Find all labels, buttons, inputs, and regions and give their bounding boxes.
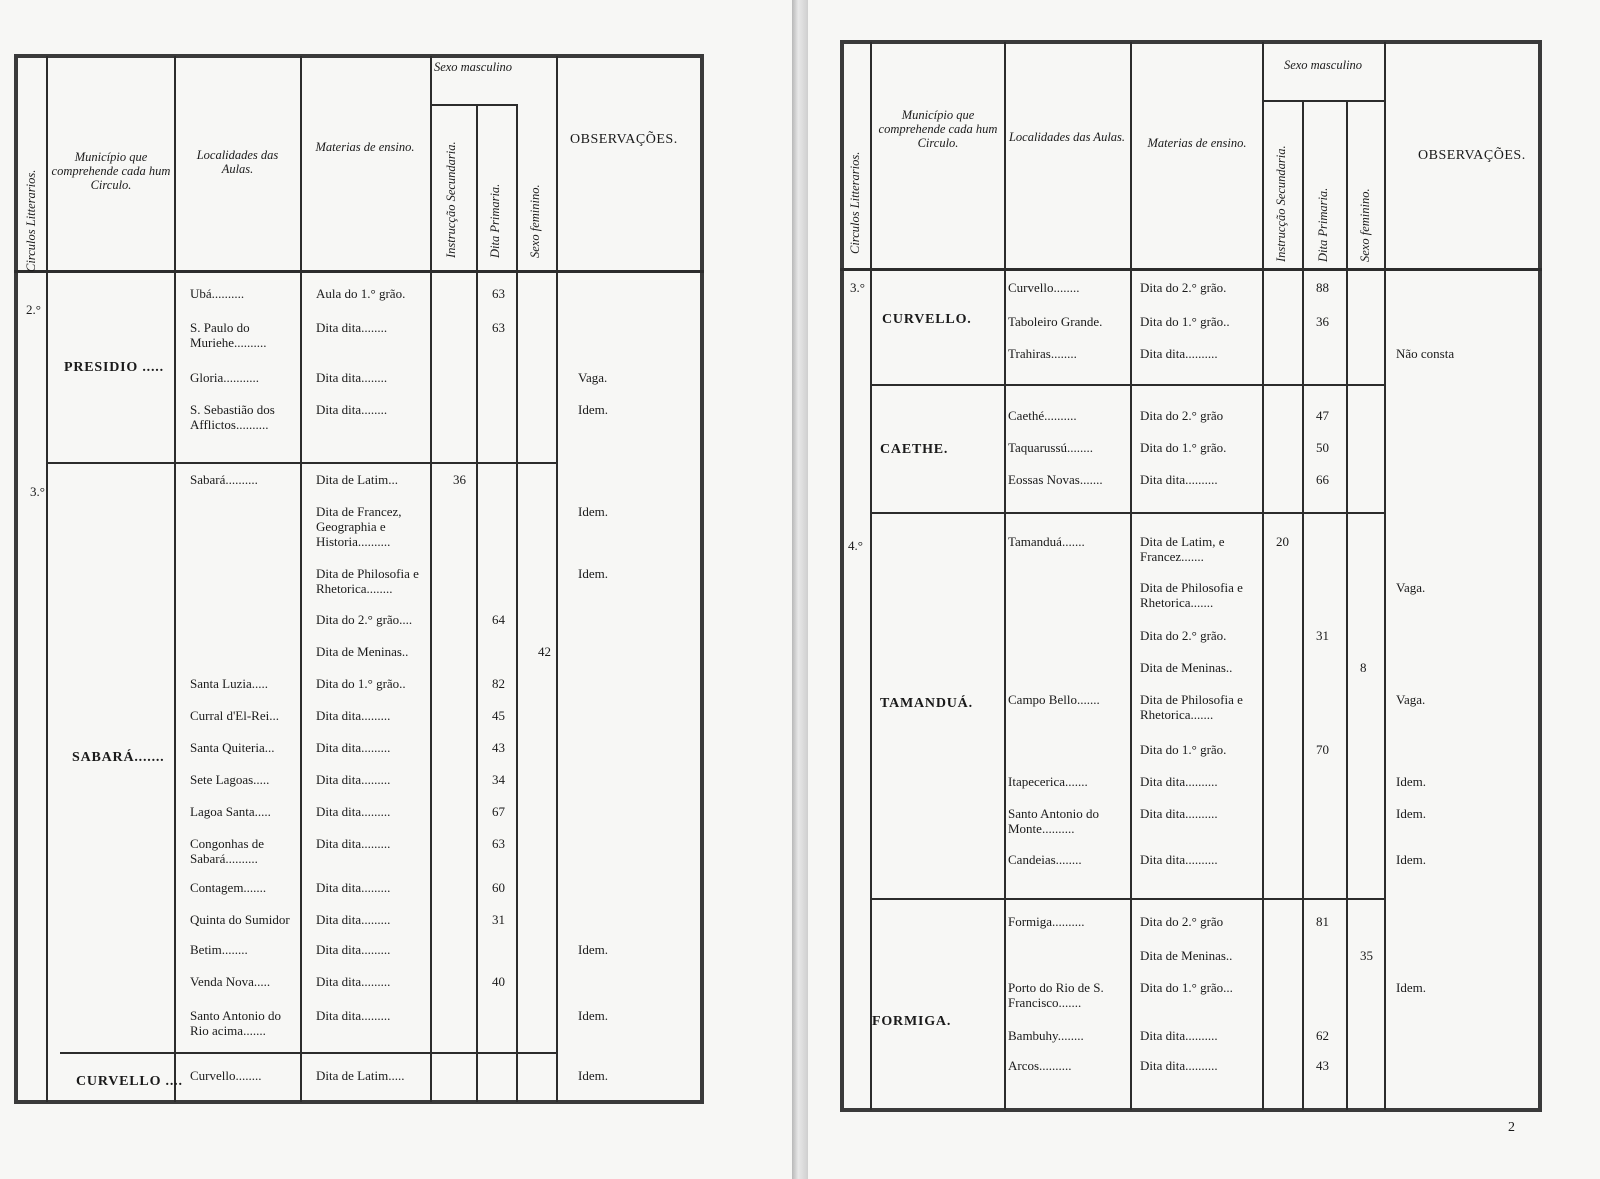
right-row-loc: Tamanduá....... bbox=[1008, 534, 1085, 549]
left-circle-rule bbox=[46, 462, 556, 464]
right-circle-label: 4.° bbox=[848, 538, 863, 553]
right-row-mat: Dita do 1.° grão. bbox=[1140, 742, 1227, 757]
left-circle-label: 2.° bbox=[26, 302, 41, 317]
left-row-mat: Dita dita......... bbox=[316, 708, 391, 723]
left-row-loc: Lagoa Santa..... bbox=[190, 804, 271, 819]
right-row-loc: Curvello........ bbox=[1008, 280, 1080, 295]
left-row-mat: Dita dita......... bbox=[316, 836, 391, 851]
right-header-circulos: Circulos Litterarios. bbox=[848, 151, 862, 254]
left-row-prim: 82 bbox=[492, 676, 505, 691]
right-row-loc: Santo Antonio do Monte.......... bbox=[1008, 806, 1100, 836]
right-row-mat: Dita do 1.° grão... bbox=[1140, 980, 1233, 995]
right-row-loc: Porto do Rio de S. Francisco....... bbox=[1008, 980, 1104, 1010]
left-municipio: CURVELLO .... bbox=[76, 1074, 183, 1089]
right-header-feminino: Sexo feminino. bbox=[1358, 188, 1372, 262]
left-row-mat: Dita dita......... bbox=[316, 942, 391, 957]
right-col-line bbox=[1130, 42, 1132, 1110]
right-row-fem: 35 bbox=[1360, 948, 1373, 963]
right-row-mat: Dita do 1.° grão. bbox=[1140, 440, 1227, 455]
right-col-line bbox=[1004, 42, 1006, 1110]
left-header-instrucao: Instrucção Secundaria. bbox=[444, 141, 458, 258]
right-col-line bbox=[1262, 42, 1264, 1110]
left-row-loc: Ubá.......... bbox=[190, 286, 245, 301]
right-row-mat: Dita de Meninas.. bbox=[1140, 660, 1233, 675]
left-row-loc: Venda Nova..... bbox=[190, 974, 271, 989]
left-row-loc: Santa Quiteria... bbox=[190, 740, 275, 755]
right-row-loc: Caethé.......... bbox=[1008, 408, 1077, 423]
right-row-mat: Dita de Latim, e Francez....... bbox=[1140, 534, 1225, 564]
left-header-circulos: Circulos Litterarios. bbox=[24, 169, 38, 272]
right-row-mat: Dita do 2.° grão. bbox=[1140, 280, 1227, 295]
left-row-mat: Dita de Philosofia e Rhetorica........ bbox=[316, 566, 419, 596]
right-row-sec: 20 bbox=[1276, 534, 1289, 549]
left-row-mat: Dita dita......... bbox=[316, 740, 391, 755]
left-circle-label: 3.° bbox=[30, 484, 45, 499]
right-row-loc: Bambuhy........ bbox=[1008, 1028, 1084, 1043]
left-row-mat: Dita dita........ bbox=[316, 370, 388, 385]
left-row-obs: Idem. bbox=[578, 1008, 608, 1023]
left-row-mat: Dita dita......... bbox=[316, 804, 391, 819]
right-row-loc: Itapecerica....... bbox=[1008, 774, 1088, 789]
right-circle-label: 3.° bbox=[850, 280, 865, 295]
right-row-loc: Campo Bello....... bbox=[1008, 692, 1100, 707]
right-municipio-rule bbox=[870, 512, 1384, 514]
left-row-prim: 45 bbox=[492, 708, 505, 723]
left-row-prim: 34 bbox=[492, 772, 505, 787]
left-row-loc: Quinta do Sumidor bbox=[190, 912, 290, 927]
left-row-mat: Dita dita........ bbox=[316, 320, 388, 335]
left-col-line bbox=[476, 104, 478, 1102]
left-col-line bbox=[46, 56, 48, 1102]
left-row-mat: Dita dita......... bbox=[316, 880, 391, 895]
right-row-obs: Idem. bbox=[1396, 774, 1426, 789]
left-col-line bbox=[556, 56, 558, 1102]
right-row-mat: Dita de Meninas.. bbox=[1140, 948, 1233, 963]
left-row-loc: Contagem....... bbox=[190, 880, 267, 895]
right-header-instrucao: Instrucção Secundaria. bbox=[1274, 145, 1288, 262]
right-col-line bbox=[1384, 42, 1386, 1110]
right-row-mat: Dita do 2.° grão bbox=[1140, 408, 1224, 423]
right-header-primaria: Dita Primaria. bbox=[1316, 187, 1330, 262]
left-row-loc: Curvello........ bbox=[190, 1068, 262, 1083]
left-row-sec: 36 bbox=[453, 472, 466, 487]
right-row-loc: Formiga.......... bbox=[1008, 914, 1085, 929]
left-row-prim: 40 bbox=[492, 974, 505, 989]
left-row-mat: Dita dita......... bbox=[316, 772, 391, 787]
left-row-prim: 64 bbox=[492, 612, 505, 627]
right-municipio: CAETHE. bbox=[880, 442, 949, 457]
right-row-mat: Dita do 2.° grão bbox=[1140, 914, 1224, 929]
right-header-rule bbox=[840, 268, 1542, 271]
left-col-line bbox=[430, 56, 432, 1102]
right-row-mat: Dita do 2.° grão. bbox=[1140, 628, 1227, 643]
right-row-prim: 31 bbox=[1316, 628, 1329, 643]
left-row-prim: 60 bbox=[492, 880, 505, 895]
left-row-mat: Dita dita......... bbox=[316, 1008, 391, 1023]
right-row-mat: Dita de Philosofia e Rhetorica....... bbox=[1140, 692, 1243, 722]
left-row-loc: S. Sebastião dos Afflictos.......... bbox=[190, 402, 275, 432]
right-row-loc: Trahiras........ bbox=[1008, 346, 1077, 361]
left-header-municipio: Município que comprehende cada hum Circulo. bbox=[51, 150, 171, 192]
right-municipio-rule bbox=[870, 898, 1384, 900]
right-municipio: TAMANDUÁ. bbox=[880, 696, 973, 711]
right-row-prim: 43 bbox=[1316, 1058, 1329, 1073]
right-row-mat: Dita dita.......... bbox=[1140, 1058, 1218, 1073]
left-row-loc: Santa Luzia..... bbox=[190, 676, 268, 691]
left-row-prim: 43 bbox=[492, 740, 505, 755]
left-header-materias: Materias de ensino. bbox=[315, 140, 415, 154]
right-row-fem: 8 bbox=[1360, 660, 1367, 675]
left-page bbox=[0, 0, 792, 1179]
right-row-obs: Idem. bbox=[1396, 852, 1426, 867]
left-row-loc: S. Paulo do Muriehe.......... bbox=[190, 320, 267, 350]
right-municipio: FORMIGA. bbox=[872, 1014, 952, 1029]
right-row-obs: Vaga. bbox=[1396, 580, 1426, 595]
right-row-mat: Dita dita.......... bbox=[1140, 1028, 1218, 1043]
left-row-mat: Dita de Francez, Geographia e Historia.......... bbox=[316, 504, 402, 549]
left-row-mat: Dita de Latim..... bbox=[316, 1068, 405, 1083]
left-header-sexo-masculino: Sexo masculino bbox=[433, 60, 513, 74]
right-row-loc: Taquarussú........ bbox=[1008, 440, 1094, 455]
right-row-obs: Idem. bbox=[1396, 980, 1426, 995]
right-header-municipio: Município que comprehende cada hum Circulo. bbox=[878, 108, 998, 150]
right-row-obs: Vaga. bbox=[1396, 692, 1426, 707]
right-row-loc: Eossas Novas....... bbox=[1008, 472, 1103, 487]
right-row-mat: Dita dita.......... bbox=[1140, 852, 1218, 867]
left-row-prim: 63 bbox=[492, 320, 505, 335]
left-row-prim: 63 bbox=[492, 836, 505, 851]
right-row-mat: Dita dita.......... bbox=[1140, 346, 1218, 361]
right-header-localidades: Localidades das Aulas. bbox=[1008, 130, 1126, 144]
left-row-prim: 63 bbox=[492, 286, 505, 301]
right-row-prim: 81 bbox=[1316, 914, 1329, 929]
left-row-loc: Santo Antonio do Rio acima....... bbox=[190, 1008, 282, 1038]
right-row-mat: Dita dita.......... bbox=[1140, 806, 1218, 821]
left-row-loc: Curral d'El-Rei... bbox=[190, 708, 279, 723]
right-header-observacoes: OBSERVAÇÕES. bbox=[1418, 148, 1526, 163]
right-row-loc: Taboleiro Grande. bbox=[1008, 314, 1103, 329]
left-sexo-rule bbox=[430, 104, 516, 106]
left-header-primaria: Dita Primaria. bbox=[488, 183, 502, 258]
left-row-mat: Aula do 1.° grão. bbox=[316, 286, 406, 301]
left-col-line bbox=[516, 104, 518, 1102]
left-row-mat: Dita dita......... bbox=[316, 912, 391, 927]
right-row-mat: Dita do 1.° grão.. bbox=[1140, 314, 1230, 329]
right-row-prim: 62 bbox=[1316, 1028, 1329, 1043]
right-row-prim: 47 bbox=[1316, 408, 1329, 423]
left-row-loc: Betim........ bbox=[190, 942, 248, 957]
right-row-prim: 50 bbox=[1316, 440, 1329, 455]
left-row-mat: Dita de Meninas.. bbox=[316, 644, 409, 659]
left-row-obs: Idem. bbox=[578, 402, 608, 417]
right-row-prim: 66 bbox=[1316, 472, 1329, 487]
left-row-loc: Sete Lagoas..... bbox=[190, 772, 270, 787]
right-header-sexo-masculino: Sexo masculino bbox=[1283, 58, 1363, 72]
right-row-mat: Dita dita.......... bbox=[1140, 472, 1218, 487]
left-municipio: PRESIDIO ..... bbox=[64, 360, 164, 375]
left-row-mat: Dita dita......... bbox=[316, 974, 391, 989]
right-municipio: CURVELLO. bbox=[882, 312, 972, 327]
right-municipio-rule bbox=[870, 384, 1384, 386]
left-header-observacoes: OBSERVAÇÕES. bbox=[570, 132, 678, 147]
right-row-obs: Não consta bbox=[1396, 346, 1455, 361]
book-gutter bbox=[792, 0, 808, 1179]
left-row-prim: 31 bbox=[492, 912, 505, 927]
right-row-obs: Idem. bbox=[1396, 806, 1426, 821]
right-col-line bbox=[870, 42, 872, 1110]
right-header-materias: Materias de ensino. bbox=[1147, 136, 1247, 150]
right-row-loc: Arcos.......... bbox=[1008, 1058, 1072, 1073]
right-row-mat: Dita dita.......... bbox=[1140, 774, 1218, 789]
right-row-prim: 88 bbox=[1316, 280, 1329, 295]
right-row-prim: 70 bbox=[1316, 742, 1329, 757]
left-row-obs: Idem. bbox=[578, 566, 608, 581]
left-row-mat: Dita do 2.° grão.... bbox=[316, 612, 413, 627]
right-col-line bbox=[1302, 100, 1304, 1110]
right-col-line bbox=[1346, 100, 1348, 1110]
left-row-loc: Sabará.......... bbox=[190, 472, 258, 487]
right-sexo-rule bbox=[1262, 100, 1384, 102]
left-row-mat: Dita dita........ bbox=[316, 402, 388, 417]
left-row-mat: Dita de Latim... bbox=[316, 472, 398, 487]
left-row-obs: Idem. bbox=[578, 504, 608, 519]
right-row-loc: Candeias........ bbox=[1008, 852, 1082, 867]
left-header-feminino: Sexo feminino. bbox=[528, 184, 542, 258]
right-page bbox=[808, 0, 1600, 1179]
left-row-obs: Idem. bbox=[578, 1068, 608, 1083]
left-row-loc: Gloria........... bbox=[190, 370, 259, 385]
left-row-prim: 67 bbox=[492, 804, 505, 819]
left-row-obs: Vaga. bbox=[578, 370, 608, 385]
right-row-prim: 36 bbox=[1316, 314, 1329, 329]
left-header-rule bbox=[14, 270, 704, 273]
right-row-mat: Dita de Philosofia e Rhetorica....... bbox=[1140, 580, 1243, 610]
left-col-line bbox=[174, 56, 176, 1102]
left-header-localidades: Localidades das Aulas. bbox=[196, 148, 279, 176]
left-row-obs: Idem. bbox=[578, 942, 608, 957]
left-circle-rule bbox=[60, 1052, 556, 1054]
left-row-mat: Dita do 1.° grão.. bbox=[316, 676, 406, 691]
left-municipio: SABARÁ....... bbox=[72, 750, 165, 765]
left-col-line bbox=[300, 56, 302, 1102]
page-number: 2 bbox=[1508, 1120, 1515, 1135]
left-row-fem: 42 bbox=[538, 644, 551, 659]
left-row-loc: Congonhas de Sabará.......... bbox=[190, 836, 265, 866]
